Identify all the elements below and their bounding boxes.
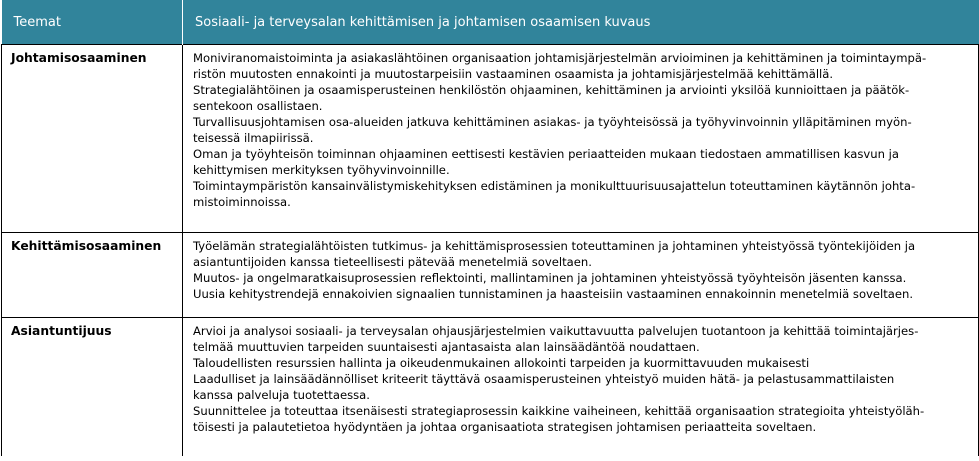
header-theme: Teemat (2, 0, 183, 45)
table-row (2, 318, 979, 457)
description-line: Oman ja työyhteisön toiminnan ohjaaminen eettisesti kestävien periaatteiden mukaan tiedostaen ammatillisen kasvun ja (193, 147, 899, 161)
table-row (2, 233, 979, 318)
description-line: telmää muuttuvien tarpeiden suuntaisesti ajantasaista alan lainsäädäntöä noudattaen. (193, 340, 700, 354)
table-row (2, 45, 979, 233)
theme-cell: Johtamisosaaminen (2, 45, 183, 233)
description-line: ristön muutosten ennakointi ja muutostarpeisiin vastaaminen osaamista ja johtamisjärjestelmää kehittämällä. (193, 67, 834, 81)
description-line: Arvioi ja analysoi sosiaali- ja terveysalan ohjausjärjestelmien vaikuttavuutta palvelujen tuotantoon ja kehittää toimintajärjes- (193, 324, 919, 338)
description-line: Toimintaympäristön kansainvälistymiskehityksen edistäminen ja monikulttuurisuusajattelun toteuttaminen käytännön johta- (193, 179, 916, 193)
description-line: Uusia kehitystrendejä ennakoivien signaalien tunnistaminen ja haasteisiin vastaaminen ennakoinnin menetelmiä soveltaen. (193, 287, 914, 301)
description-line: töisesti ja palautetietoa hyödyntäen ja johtaa organisaatiota strategisen johtamisen periaatteita soveltaen. (193, 420, 817, 434)
description-cell (183, 233, 979, 318)
description-line: Laadulliset ja lainsäädännölliset kriteerit täyttävä osaamisperusteinen yhteistyö muiden hätä- ja pelastusammattilaisten (193, 372, 895, 386)
description-line: asiantuntijoiden kanssa tieteellisesti pätevää menetelmiä soveltaen. (193, 255, 592, 269)
description-line: Työelämän strategialähtöisten tutkimus- ja kehittämisprosessien toteuttaminen ja johtaminen yhteistyössä työntekijöiden ja (193, 239, 916, 253)
table-header-row (2, 0, 979, 45)
description-line: Suunnittelee ja toteuttaa itsenäisesti strategiaprosessin kaikkine vaiheineen, kehittää organisaation strategioita yhteistyöläh- (193, 404, 925, 418)
description-cell (183, 318, 979, 457)
description-line: Turvallisuusjohtamisen osa-alueiden jatkuva kehittäminen asiakas- ja työyhteisössä ja työhyvinvoinnin ylläpitäminen myön- (193, 115, 912, 129)
description-line: sentekoon osallistaen. (193, 99, 323, 113)
description-cell (183, 45, 979, 233)
description-line: Moniviranomaistoiminta ja asiakaslähtöinen organisaation johtamisjärjestelmän arvioiminen ja kehittäminen ja toimintaympä- (193, 51, 927, 65)
theme-cell: Asiantuntijuus (2, 318, 183, 457)
description-line: Muutos- ja ongelmaratkaisuprosessien reflektointi, mallintaminen ja johtaminen yhteistyössä työyhteisön jäsenten kanssa. (193, 271, 907, 285)
description-line: kanssa palveluja tuotettaessa. (193, 388, 370, 402)
description-line: Taloudellisten resurssien hallinta ja oikeudenmukainen allokointi tarpeiden ja kuormittavuuden mukaisesti (193, 356, 810, 370)
header-description: Sosiaali- ja terveysalan kehittämisen ja johtamisen osaamisen kuvaus (183, 0, 979, 45)
description-line: mistoiminnoissa. (193, 195, 291, 209)
description-line: Strategialähtöinen ja osaamisperusteinen henkilöstön ohjaaminen, kehittäminen ja arviointi yksilöä kunnioittaen ja päätök- (193, 83, 910, 97)
description-line: teisessä ilmapiirissä. (193, 131, 314, 145)
description-line: kehittymisen merkityksen työhyvinvoinnille. (193, 163, 450, 177)
theme-cell: Kehittämisosaaminen (2, 233, 183, 318)
competence-table (1, 0, 979, 456)
